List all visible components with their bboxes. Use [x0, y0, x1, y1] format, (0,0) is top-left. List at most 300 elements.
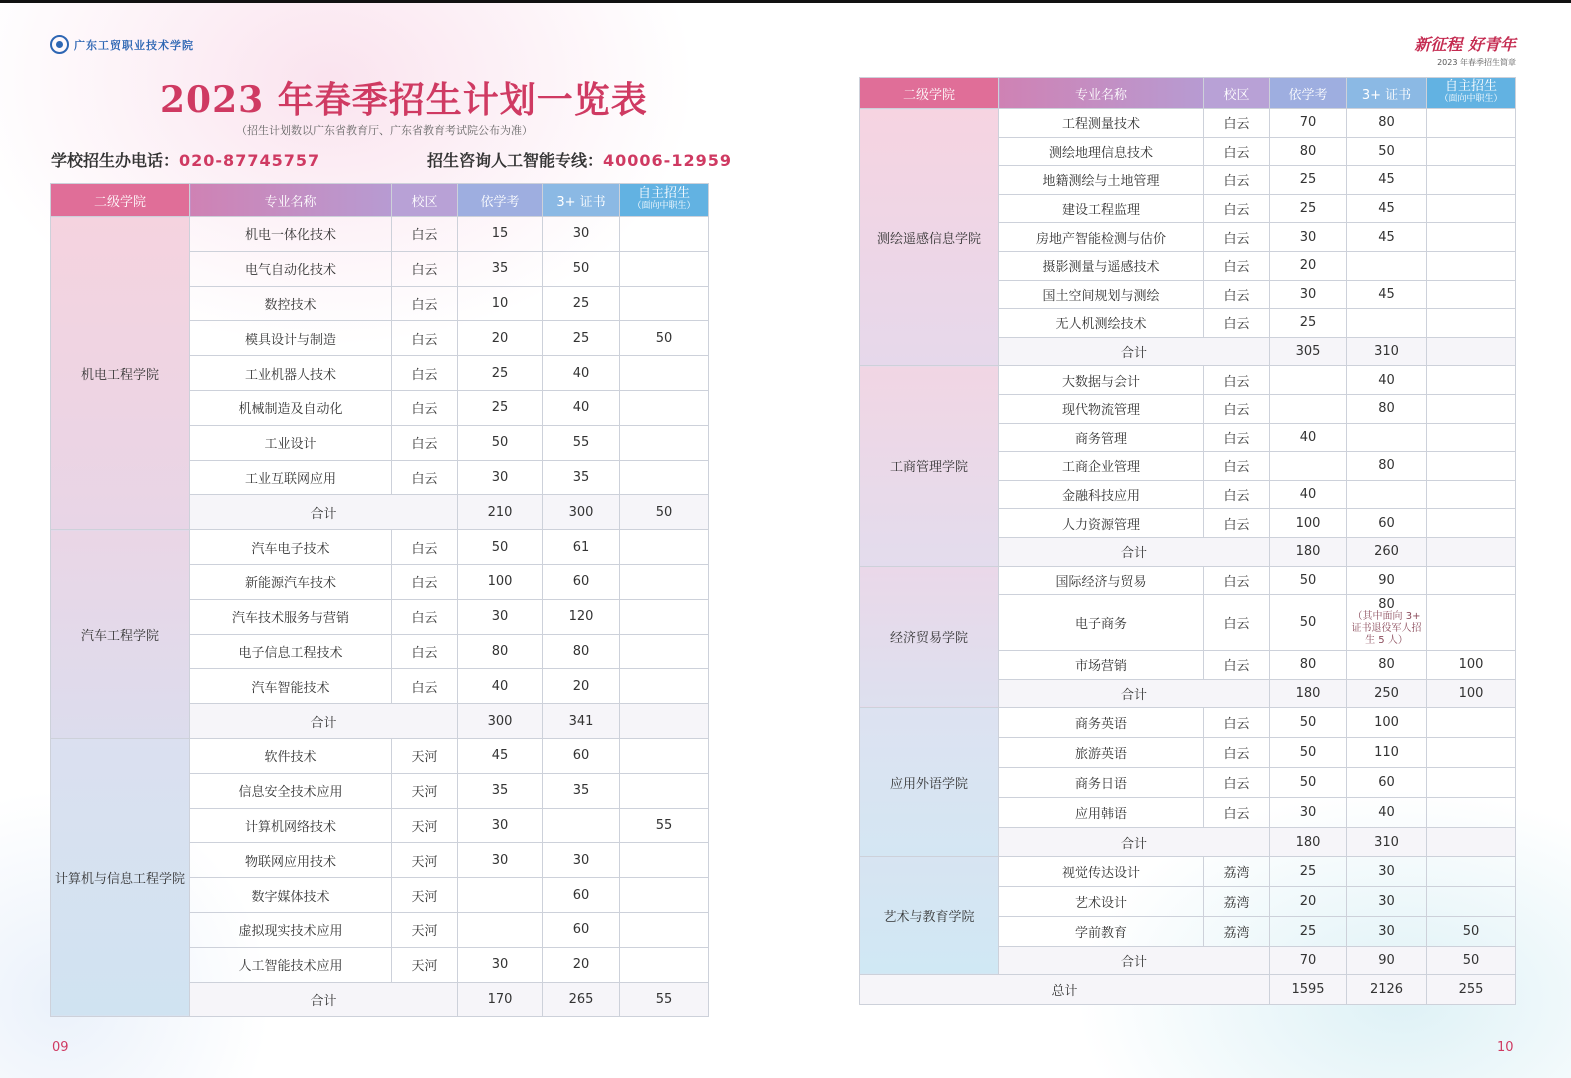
major-name: 计算机网络技术 [190, 808, 392, 843]
exam-count: 40 [1270, 480, 1347, 509]
col-cert: 3+ 证书 [1347, 78, 1427, 109]
self-count [1427, 166, 1516, 195]
subtotal-exam: 180 [1270, 679, 1347, 708]
self-count [1427, 768, 1516, 798]
ai-value: 40006-12959 [603, 151, 732, 170]
campus: 白云 [1204, 280, 1270, 309]
major-name: 虚拟现实技术应用 [190, 912, 392, 947]
self-count [1427, 223, 1516, 252]
exam-count: 30 [458, 599, 543, 634]
major-name: 商务英语 [999, 708, 1204, 738]
cert-count: 35 [543, 460, 620, 495]
school-emblem-icon [50, 35, 69, 54]
major-name: 工业设计 [190, 425, 392, 460]
self-count [620, 460, 709, 495]
campus: 白云 [1204, 738, 1270, 768]
major-name: 地籍测绘与土地管理 [999, 166, 1204, 195]
exam-count: 40 [458, 669, 543, 704]
col-self-label: 自主招生 [637, 186, 690, 201]
cert-count: 80 [1347, 109, 1427, 138]
exam-count: 30 [458, 843, 543, 878]
cert-count-value: 80 [1378, 596, 1395, 612]
exam-count: 80 [458, 634, 543, 669]
table-row [860, 366, 1516, 395]
campus: 天河 [392, 878, 458, 913]
self-count [620, 669, 709, 704]
subtotal-self [1427, 337, 1516, 366]
cert-count: 20 [543, 947, 620, 982]
self-count [620, 251, 709, 286]
ai-label: 招生咨询人工智能专线： [427, 151, 604, 170]
self-count [620, 356, 709, 391]
cert-count [1347, 309, 1427, 338]
major-name: 人工智能技术应用 [190, 947, 392, 982]
campus: 白云 [392, 564, 458, 599]
major-name: 电子商务 [999, 595, 1204, 651]
subtotal-self: 50 [620, 495, 709, 530]
exam-count: 40 [1270, 423, 1347, 452]
self-count [620, 843, 709, 878]
table-row [51, 738, 709, 773]
campus: 荔湾 [1204, 886, 1270, 916]
major-name: 艺术设计 [999, 886, 1204, 916]
campus: 白云 [1204, 566, 1270, 595]
col-campus: 校区 [1204, 78, 1270, 109]
cert-count: 45 [1347, 166, 1427, 195]
cert-count [1347, 595, 1427, 651]
col-major: 专业名称 [190, 184, 392, 217]
exam-count: 20 [1270, 886, 1347, 916]
campus: 白云 [1204, 651, 1270, 680]
campus: 白云 [392, 356, 458, 391]
cert-count: 80 [1347, 452, 1427, 481]
top-border [0, 0, 1571, 3]
exam-count: 25 [1270, 194, 1347, 223]
subtotal-self: 55 [620, 982, 709, 1017]
cert-count: 80 [1347, 651, 1427, 680]
table-row [51, 217, 709, 252]
brand-slogan: 新征程 好青年 [1414, 35, 1516, 54]
cert-count [1347, 251, 1427, 280]
major-name: 工业互联网应用 [190, 460, 392, 495]
campus: 白云 [1204, 708, 1270, 738]
page-title: 2023 年春季招生计划一览表 [160, 79, 648, 121]
cert-count: 25 [543, 321, 620, 356]
exam-count: 25 [458, 356, 543, 391]
col-self-sub: （面向中职生） [1439, 94, 1503, 104]
campus: 白云 [1204, 798, 1270, 828]
exam-count: 35 [458, 251, 543, 286]
subtotal-exam: 70 [1270, 946, 1347, 975]
major-name: 汽车电子技术 [190, 530, 392, 565]
self-count [620, 530, 709, 565]
cert-count: 60 [1347, 768, 1427, 798]
major-name: 金融科技应用 [999, 480, 1204, 509]
campus: 白云 [1204, 452, 1270, 481]
subtotal-self [1427, 828, 1516, 857]
cert-count: 50 [1347, 137, 1427, 166]
cert-count: 90 [1347, 566, 1427, 595]
major-name: 市场营销 [999, 651, 1204, 680]
cert-count: 61 [543, 530, 620, 565]
subtotal-label: 合计 [999, 537, 1270, 566]
major-name: 无人机测绘技术 [999, 309, 1204, 338]
self-count: 100 [1427, 651, 1516, 680]
major-name: 工程测量技术 [999, 109, 1204, 138]
major-name: 人力资源管理 [999, 509, 1204, 538]
self-count [620, 773, 709, 808]
exam-count: 25 [1270, 166, 1347, 195]
brand-subtitle: 2023 年春季招生简章 [1437, 58, 1516, 67]
campus: 白云 [1204, 251, 1270, 280]
major-name: 机械制造及自动化 [190, 390, 392, 425]
dept-name: 经济贸易学院 [860, 566, 999, 708]
campus: 白云 [1204, 137, 1270, 166]
table-row [860, 566, 1516, 595]
cert-count: 110 [1347, 738, 1427, 768]
cert-count: 55 [543, 425, 620, 460]
school-logo [50, 35, 194, 54]
exam-count: 100 [1270, 509, 1347, 538]
cert-count [1347, 480, 1427, 509]
table-row [860, 856, 1516, 886]
exam-count: 30 [1270, 223, 1347, 252]
right-enrollment-table [859, 77, 1516, 1005]
exam-count: 100 [458, 564, 543, 599]
campus: 白云 [1204, 480, 1270, 509]
cert-count: 20 [543, 669, 620, 704]
exam-count: 80 [1270, 137, 1347, 166]
dept-name: 艺术与教育学院 [860, 856, 999, 975]
exam-count: 25 [1270, 916, 1347, 946]
self-count: 50 [620, 321, 709, 356]
self-count [1427, 708, 1516, 738]
campus: 天河 [392, 947, 458, 982]
col-exam: 依学考 [458, 184, 543, 217]
self-count [1427, 480, 1516, 509]
campus: 白云 [392, 321, 458, 356]
total-self: 255 [1427, 975, 1516, 1005]
subtotal-label: 合计 [190, 495, 458, 530]
campus: 白云 [1204, 309, 1270, 338]
total-exam: 1595 [1270, 975, 1347, 1005]
campus: 白云 [1204, 768, 1270, 798]
table-row [51, 530, 709, 565]
subtotal-cert: 250 [1347, 679, 1427, 708]
major-name: 模具设计与制造 [190, 321, 392, 356]
title-note: （招生计划数以广东省教育厅、广东省教育考试院公布为准） [236, 124, 533, 137]
self-count [1427, 280, 1516, 309]
col-self [620, 184, 709, 217]
brand-block [1414, 32, 1516, 68]
exam-count [1270, 452, 1347, 481]
self-count [1427, 886, 1516, 916]
cert-count: 60 [543, 878, 620, 913]
campus: 白云 [392, 217, 458, 252]
self-count [620, 217, 709, 252]
major-name: 物联网应用技术 [190, 843, 392, 878]
total-label: 总计 [860, 975, 1270, 1005]
col-self-label: 自主招生 [1444, 79, 1497, 94]
subtotal-label: 合计 [999, 828, 1270, 857]
grand-total-row [860, 975, 1516, 1005]
campus: 白云 [1204, 423, 1270, 452]
exam-count: 30 [1270, 280, 1347, 309]
campus: 白云 [1204, 223, 1270, 252]
col-dept: 二级学院 [860, 78, 999, 109]
school-logo-text: 广东工贸职业技术学院 [74, 38, 194, 52]
subtotal-cert: 310 [1347, 828, 1427, 857]
self-count [1427, 394, 1516, 423]
col-self [1427, 78, 1516, 109]
exam-count: 50 [1270, 708, 1347, 738]
cert-note: （其中面向 3+ 证书退役军人招生 5 人） [1351, 610, 1422, 646]
table-row [860, 708, 1516, 738]
subtotal-label: 合计 [999, 946, 1270, 975]
dept-name: 计算机与信息工程学院 [51, 738, 190, 1016]
subtotal-exam: 300 [458, 704, 543, 739]
cert-count: 60 [1347, 509, 1427, 538]
self-count [1427, 137, 1516, 166]
cert-count: 80 [1347, 394, 1427, 423]
self-count [1427, 595, 1516, 651]
campus: 白云 [1204, 109, 1270, 138]
subtotal-self: 50 [1427, 946, 1516, 975]
dept-name: 汽车工程学院 [51, 530, 190, 739]
cert-count: 80 [543, 634, 620, 669]
dept-name: 工商管理学院 [860, 366, 999, 566]
exam-count: 50 [458, 425, 543, 460]
campus: 白云 [1204, 166, 1270, 195]
col-self-sub: （面向中职生） [632, 201, 696, 211]
major-name: 旅游英语 [999, 738, 1204, 768]
major-name: 电子信息工程技术 [190, 634, 392, 669]
major-name: 数控技术 [190, 286, 392, 321]
campus: 天河 [392, 773, 458, 808]
cert-count: 30 [543, 217, 620, 252]
major-name: 工商企业管理 [999, 452, 1204, 481]
self-count [1427, 366, 1516, 395]
major-name: 建设工程监理 [999, 194, 1204, 223]
campus: 白云 [392, 425, 458, 460]
cert-count: 30 [1347, 856, 1427, 886]
phone-contact [51, 148, 320, 171]
subtotal-cert: 265 [543, 982, 620, 1017]
exam-count [1270, 366, 1347, 395]
table-row [860, 109, 1516, 138]
major-name: 国土空间规划与测绘 [999, 280, 1204, 309]
campus: 天河 [392, 912, 458, 947]
exam-count: 15 [458, 217, 543, 252]
cert-count: 30 [543, 843, 620, 878]
col-exam: 依学考 [1270, 78, 1347, 109]
campus: 白云 [1204, 394, 1270, 423]
self-count [1427, 251, 1516, 280]
exam-count: 50 [1270, 738, 1347, 768]
campus: 白云 [392, 251, 458, 286]
cert-count: 60 [543, 564, 620, 599]
campus: 白云 [1204, 194, 1270, 223]
subtotal-label: 合计 [999, 337, 1270, 366]
cert-count: 30 [1347, 886, 1427, 916]
self-count [1427, 566, 1516, 595]
major-name: 机电一体化技术 [190, 217, 392, 252]
cert-count: 35 [543, 773, 620, 808]
self-count [1427, 798, 1516, 828]
subtotal-label: 合计 [190, 704, 458, 739]
exam-count: 80 [1270, 651, 1347, 680]
campus: 白云 [392, 286, 458, 321]
major-name: 大数据与会计 [999, 366, 1204, 395]
col-cert: 3+ 证书 [543, 184, 620, 217]
major-name: 学前教育 [999, 916, 1204, 946]
subtotal-self: 100 [1427, 679, 1516, 708]
cert-count: 120 [543, 599, 620, 634]
exam-count: 20 [458, 321, 543, 356]
self-count [1427, 856, 1516, 886]
self-count [1427, 194, 1516, 223]
self-count [1427, 109, 1516, 138]
subtotal-cert: 341 [543, 704, 620, 739]
self-count [620, 912, 709, 947]
exam-count: 25 [1270, 856, 1347, 886]
cert-count: 30 [1347, 916, 1427, 946]
self-count [620, 425, 709, 460]
major-name: 新能源汽车技术 [190, 564, 392, 599]
campus: 天河 [392, 808, 458, 843]
self-count [620, 564, 709, 599]
campus: 天河 [392, 738, 458, 773]
cert-count: 25 [543, 286, 620, 321]
self-count: 50 [1427, 916, 1516, 946]
major-name: 测绘地理信息技术 [999, 137, 1204, 166]
campus: 白云 [392, 669, 458, 704]
major-name: 电气自动化技术 [190, 251, 392, 286]
major-name: 房地产智能检测与估价 [999, 223, 1204, 252]
cert-count: 50 [543, 251, 620, 286]
campus: 白云 [1204, 595, 1270, 651]
self-count [620, 878, 709, 913]
exam-count: 50 [1270, 566, 1347, 595]
major-name: 视觉传达设计 [999, 856, 1204, 886]
major-name: 商务管理 [999, 423, 1204, 452]
exam-count: 25 [458, 390, 543, 425]
cert-count: 45 [1347, 194, 1427, 223]
subtotal-cert: 260 [1347, 537, 1427, 566]
exam-count: 45 [458, 738, 543, 773]
self-count [620, 634, 709, 669]
col-major: 专业名称 [999, 78, 1204, 109]
cert-count: 45 [1347, 223, 1427, 252]
self-count [620, 390, 709, 425]
page-number-left: 09 [52, 1040, 69, 1055]
subtotal-cert: 90 [1347, 946, 1427, 975]
subtotal-self [620, 704, 709, 739]
exam-count: 20 [1270, 251, 1347, 280]
subtotal-self [1427, 537, 1516, 566]
subtotal-cert: 310 [1347, 337, 1427, 366]
cert-count: 45 [1347, 280, 1427, 309]
col-campus: 校区 [392, 184, 458, 217]
self-count [1427, 423, 1516, 452]
page-number-right: 10 [1497, 1040, 1514, 1055]
subtotal-exam: 180 [1270, 828, 1347, 857]
cert-count [1347, 423, 1427, 452]
cert-count: 40 [1347, 366, 1427, 395]
self-count [620, 599, 709, 634]
exam-count: 30 [458, 947, 543, 982]
self-count [620, 738, 709, 773]
cert-count: 60 [543, 738, 620, 773]
subtotal-exam: 180 [1270, 537, 1347, 566]
major-name: 软件技术 [190, 738, 392, 773]
subtotal-cert: 300 [543, 495, 620, 530]
cert-count [543, 808, 620, 843]
exam-count: 50 [1270, 768, 1347, 798]
subtotal-exam: 170 [458, 982, 543, 1017]
total-cert: 2126 [1347, 975, 1427, 1005]
exam-count [1270, 394, 1347, 423]
cert-count: 60 [543, 912, 620, 947]
campus: 天河 [392, 843, 458, 878]
campus: 白云 [392, 599, 458, 634]
exam-count [458, 912, 543, 947]
campus: 白云 [392, 460, 458, 495]
self-count [1427, 452, 1516, 481]
exam-count: 30 [458, 460, 543, 495]
dept-name: 应用外语学院 [860, 708, 999, 857]
exam-count: 35 [458, 773, 543, 808]
major-name: 现代物流管理 [999, 394, 1204, 423]
major-name: 商务日语 [999, 768, 1204, 798]
cert-count: 40 [543, 390, 620, 425]
dept-name: 测绘遥感信息学院 [860, 109, 999, 366]
left-enrollment-table [50, 183, 709, 1017]
major-name: 汽车智能技术 [190, 669, 392, 704]
phone-label: 学校招生办电话： [51, 151, 180, 170]
self-count [620, 286, 709, 321]
major-name: 工业机器人技术 [190, 356, 392, 391]
campus: 白云 [392, 390, 458, 425]
campus: 白云 [1204, 366, 1270, 395]
major-name: 汽车技术服务与营销 [190, 599, 392, 634]
dept-name: 机电工程学院 [51, 217, 190, 530]
campus: 白云 [392, 634, 458, 669]
campus: 白云 [392, 530, 458, 565]
subtotal-exam: 305 [1270, 337, 1347, 366]
exam-count: 10 [458, 286, 543, 321]
subtotal-label: 合计 [190, 982, 458, 1017]
major-name: 应用韩语 [999, 798, 1204, 828]
col-dept: 二级学院 [51, 184, 190, 217]
major-name: 数字媒体技术 [190, 878, 392, 913]
self-count [620, 947, 709, 982]
self-count: 55 [620, 808, 709, 843]
exam-count: 50 [1270, 595, 1347, 651]
cert-count: 100 [1347, 708, 1427, 738]
major-name: 国际经济与贸易 [999, 566, 1204, 595]
self-count [1427, 738, 1516, 768]
ai-contact [427, 148, 732, 171]
campus: 荔湾 [1204, 916, 1270, 946]
major-name: 信息安全技术应用 [190, 773, 392, 808]
major-name: 摄影测量与遥感技术 [999, 251, 1204, 280]
cert-count: 40 [1347, 798, 1427, 828]
self-count [1427, 309, 1516, 338]
campus: 荔湾 [1204, 856, 1270, 886]
subtotal-label: 合计 [999, 679, 1270, 708]
self-count [1427, 509, 1516, 538]
